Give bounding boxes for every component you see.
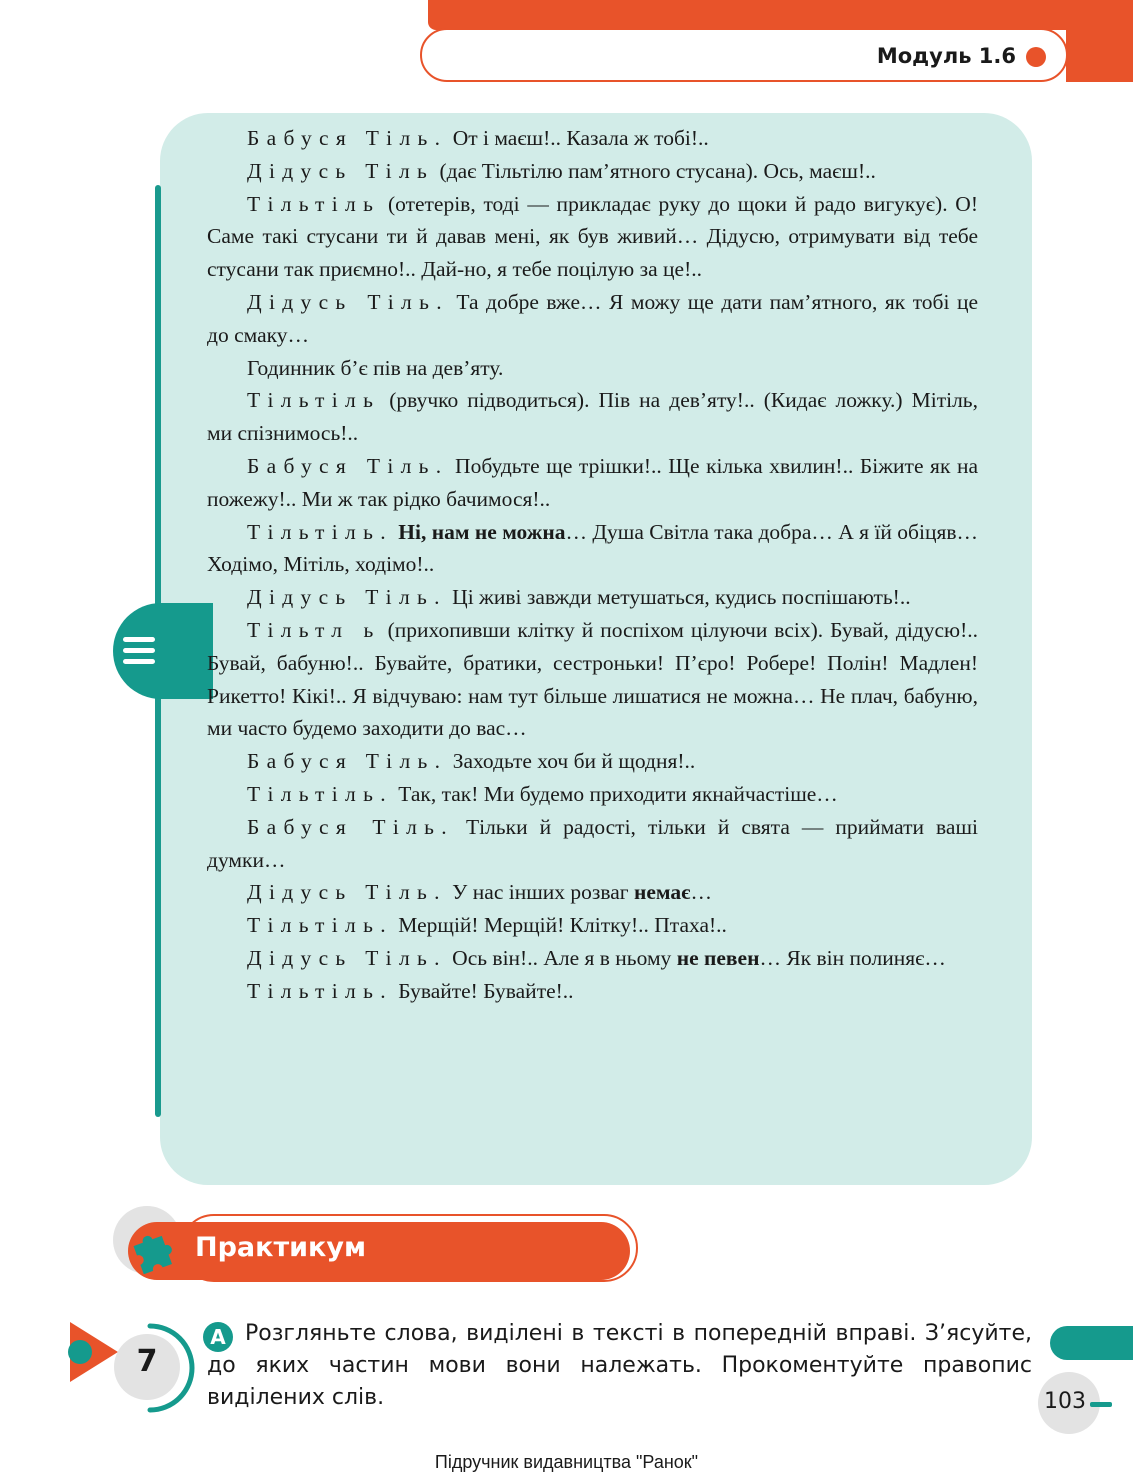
speaker: Бабуся Тіль. — [247, 814, 454, 839]
highlighted-word: Ні, нам не можна — [398, 519, 566, 544]
line-1: Бабуся Тіль. От і маєш!.. Казала ж тобі!.. — [247, 126, 709, 150]
speaker: Бабуся Тіль. — [247, 126, 448, 150]
highlighted-word: не певен — [676, 945, 760, 970]
line-13: Бабуся Тіль. Тільки й радості, тільки й свята — приймати ваші думки… — [207, 814, 978, 872]
line-9: Дідусь Тіль. Ці живі завжди метушаться, кудись поспішають!.. — [247, 585, 911, 610]
module-label: Модуль 1.6 — [876, 44, 1016, 68]
line-11: Бабуся Тіль. Заходьте хоч би й щодня!.. — [247, 749, 696, 774]
speaker: Дідусь Тіль. — [247, 945, 447, 970]
speaker: Дідусь Тіль — [247, 158, 435, 183]
exercise-number: 7 — [136, 1344, 158, 1379]
puzzle-icon — [128, 1226, 176, 1274]
line-8: Тільтіль. Ні, нам не можна… Душа Світла така добра… А я їй обіцяв… Ходімо, Мітіль, ходімо!.. — [207, 519, 979, 577]
line-4: Дідусь Тіль. Та добре вже… Я можу ще дати пам’ятного, як тобі це до смаку… — [207, 289, 978, 347]
speaker: Бабуся Тіль. — [247, 749, 448, 774]
line-3: Тільтіль (отетерів, тоді — прикладає руку до щоки й радо вигукує). О! Саме такі стусани ти й давав мені, як був живий… Дідусю, отримувати від тебе стусани так приємно!.. Дай-но, я тебе поцілую за це!.. — [207, 191, 978, 282]
speaker: Бабуся Тіль. — [247, 453, 449, 478]
section-title: Практикум — [195, 1232, 367, 1263]
menu-icon — [123, 637, 155, 670]
stage-direction: Годинник б’є пів на дев’яту. — [247, 355, 504, 380]
highlighted-word: немає — [634, 880, 691, 905]
line-2: Дідусь Тіль (дає Тільтілю пам’ятного стусана). Ось, маєш!.. — [247, 158, 876, 183]
line-6: Тільтіль (рвучко підводиться). Пів на дев’яту!.. (Кидає ложку.) Мітіль, ми спізнимось!.. — [207, 388, 978, 446]
speaker: Дідусь Тіль. — [247, 880, 447, 905]
speaker: Тільтіль. — [247, 781, 393, 806]
speaker: Тільтіль — [247, 191, 381, 216]
line-17: Тільтіль. Бувайте! Бувайте!.. — [247, 978, 574, 1003]
module-dot-icon — [1026, 47, 1046, 67]
speaker: Дідусь Тіль. — [247, 585, 447, 610]
page-number: 103 — [1044, 1389, 1086, 1414]
speaker: Тільтіль — [247, 388, 381, 413]
speaker: Дідусь Тіль. — [247, 289, 449, 314]
task-badge: A — [203, 1322, 233, 1352]
exercise-text: Розгляньте слова, виділені в тексті в попередній вправі. З’ясуйте, до яких частин мови вони належать. Прокоментуйте правопис виділених слів. — [207, 1321, 1032, 1410]
menu-tab[interactable] — [113, 603, 213, 699]
exercise-dot-icon — [68, 1340, 92, 1364]
page-number-dash — [1090, 1402, 1112, 1407]
speaker: Тільтіль. — [247, 978, 393, 1003]
speaker: Тільтл ь — [247, 617, 381, 642]
play-text — [207, 122, 978, 1008]
side-tab[interactable] — [1050, 1326, 1133, 1360]
header-bar-end — [1066, 30, 1133, 82]
speaker: Тільтіль. — [247, 913, 393, 938]
speaker: Тільтіль. — [247, 519, 393, 544]
footer-publisher: Підручник видавництва "Ранок" — [434, 1452, 699, 1472]
line-12: Тільтіль. Так, так! Ми будемо приходити якнайчастіше… — [247, 781, 838, 806]
line-15: Тільтіль. Мерщій! Мерщій! Клітку!.. Птаха!.. — [247, 913, 727, 938]
line-10: Тільтл ь (прихопивши клітку й поспіхом цілуючи всіх). Бувай, дідусю!.. Бувай, бабуню!.. Бувайте, братики, сестроньки! П’єро! Робере! Полін! Мадлен! Рикетто! Кікі!.. Я відчуваю: нам тут більше лишатися не можна… Не плач, бабуню, ми часто будемо заходити до вас… — [207, 617, 978, 741]
line-14: Дідусь Тіль. У нас інших розваг немає… — [247, 880, 712, 905]
line-7: Бабуся Тіль. Побудьте ще трішки!.. Ще кілька хвилин!.. Біжите як на пожежу!.. Ми ж так рідко бачимося!.. — [207, 453, 978, 511]
line-16: Дідусь Тіль. Ось він!.. Але я в ньому не певен… Як він полиняє… — [247, 945, 946, 970]
module-pill — [420, 28, 1068, 82]
header-bar — [428, 0, 1133, 30]
